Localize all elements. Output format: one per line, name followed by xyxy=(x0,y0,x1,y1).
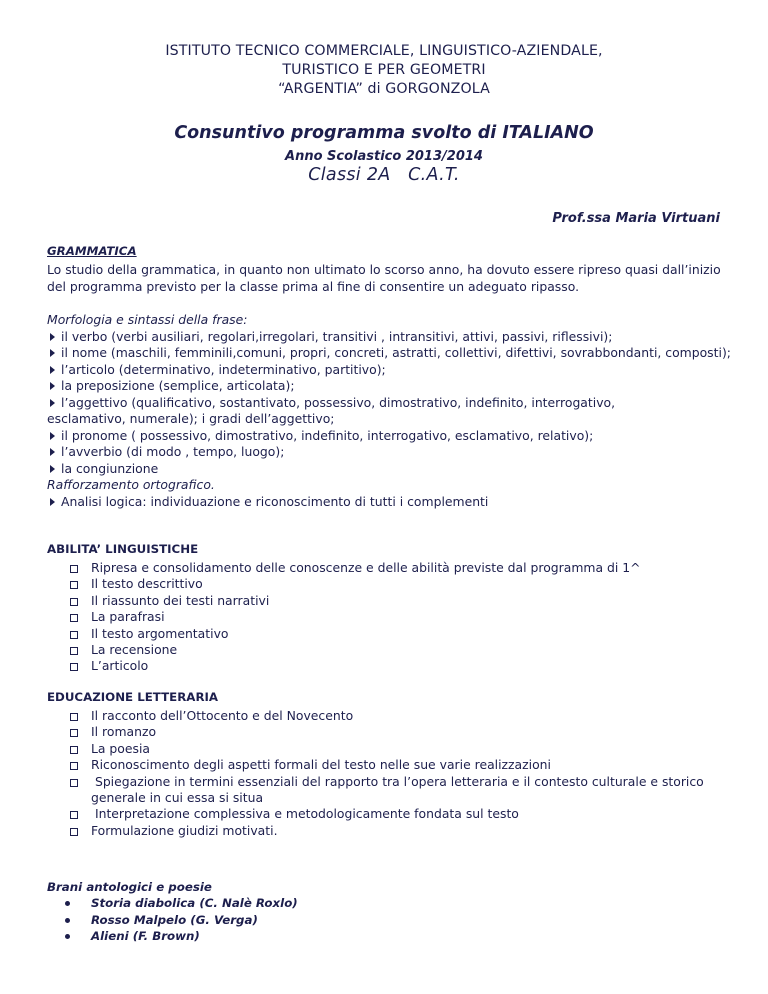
brani-heading: Brani antologici e poesie xyxy=(47,880,212,894)
educazione-heading: EDUCAZIONE LETTERARIA xyxy=(47,690,219,704)
list-item: La recensione xyxy=(47,642,727,658)
dot-bullet-icon xyxy=(65,901,70,906)
list-item: il nome (maschili, femminili,comuni, propri, concreti, astratti, collettivi, difettivi, sovrabbondanti, composti); xyxy=(47,345,727,362)
morfologia-label: Morfologia e sintassi della frase: xyxy=(47,312,248,327)
abilita-list xyxy=(47,560,727,675)
school-line: ISTITUTO TECNICO COMMERCIALE, LINGUISTICO-AZIENDALE, xyxy=(165,43,603,59)
square-bullet-icon xyxy=(70,565,78,573)
list-item: l’avverbio (di modo , tempo, luogo); xyxy=(47,444,727,461)
square-bullet-icon xyxy=(70,647,78,655)
list-item: Il riassunto dei testi narrativi xyxy=(47,593,727,609)
list-item: l’articolo (determinativo, indeterminativo, partitivo); xyxy=(47,362,727,379)
square-bullet-icon xyxy=(70,811,78,819)
list-item: Il racconto dell’Ottocento e del Novecento xyxy=(47,708,727,724)
educazione-section xyxy=(47,690,727,839)
list-item: Rosso Malpelo (G. Verga) xyxy=(47,912,727,929)
rafforzamento-text: Rafforzamento ortografico. xyxy=(47,477,215,492)
square-bullet-icon xyxy=(70,713,78,721)
list-item: Spiegazione in termini essenziali del rapporto tra l’opera letteraria e il contesto culturale e storico generale in cui essa si situa xyxy=(47,774,727,807)
brani-section xyxy=(47,880,727,945)
list-item: la preposizione (semplice, articolata); xyxy=(47,378,727,395)
abilita-heading: ABILITA’ LINGUISTICHE xyxy=(47,542,199,556)
dot-bullet-icon xyxy=(65,934,70,939)
list-item: La parafrasi xyxy=(47,609,727,625)
list-item: Analisi logica: individuazione e riconoscimento di tutti i complementi xyxy=(47,494,727,511)
triangle-bullet-icon xyxy=(50,366,55,374)
grammatica-heading: GRAMMATICA xyxy=(47,244,137,258)
square-bullet-icon xyxy=(70,631,78,639)
document-title: Consuntivo programma svolto di ITALIANO xyxy=(174,123,594,143)
triangle-bullet-icon xyxy=(50,333,55,341)
square-bullet-icon xyxy=(70,779,78,787)
square-bullet-icon xyxy=(70,598,78,606)
square-bullet-icon xyxy=(70,614,78,622)
square-bullet-icon xyxy=(70,762,78,770)
list-item: Formulazione giudizi motivati. xyxy=(47,823,727,839)
list-item: il pronome ( possessivo, dimostrativo, indefinito, interrogativo, esclamativo, relativo); xyxy=(47,428,727,445)
list-item: Il testo argomentativo xyxy=(47,626,727,642)
triangle-bullet-icon xyxy=(50,465,55,473)
square-bullet-icon xyxy=(70,663,78,671)
school-year: Anno Scolastico 2013/2014 xyxy=(285,149,483,164)
list-item: La poesia xyxy=(47,741,727,757)
list-item: Interpretazione complessiva e metodologicamente fondata sul testo xyxy=(47,806,727,822)
list-item: il verbo (verbi ausiliari, regolari,irregolari, transitivi , intransitivi, attivi, passivi, riflessivi); xyxy=(47,329,727,346)
list-item: Riconoscimento degli aspetti formali del testo nelle sue varie realizzazioni xyxy=(47,757,727,773)
grammatica-intro: Lo studio della grammatica, in quanto non ultimato lo scorso anno, ha dovuto essere ripreso quasi dall’inizio del programma previsto per la classe prima al fine di consentire un adeguato ripasso. xyxy=(47,262,721,294)
square-bullet-icon xyxy=(70,746,78,754)
list-item: la congiunzione xyxy=(47,461,727,478)
list-item: Alieni (F. Brown) xyxy=(47,928,727,945)
educazione-list xyxy=(47,708,727,839)
square-bullet-icon xyxy=(70,729,78,737)
triangle-bullet-icon xyxy=(50,399,55,407)
teacher-name: Prof.ssa Maria Virtuani xyxy=(552,211,720,226)
dot-bullet-icon xyxy=(65,918,70,923)
grammatica-section xyxy=(47,244,731,510)
list-item: Storia diabolica (C. Nalè Roxlo) xyxy=(47,895,727,912)
triangle-bullet-icon xyxy=(50,349,55,357)
brani-list xyxy=(47,895,727,945)
school-name xyxy=(0,42,768,99)
square-bullet-icon xyxy=(70,828,78,836)
class-name: Classi 2A C.A.T. xyxy=(308,165,460,185)
school-line: “ARGENTIA” di GORGONZOLA xyxy=(278,81,490,97)
triangle-bullet-icon xyxy=(50,432,55,440)
triangle-bullet-icon xyxy=(50,382,55,390)
list-item: Il romanzo xyxy=(47,724,727,740)
list-item: l’aggettivo (qualificativo, sostantivato, possessivo, dimostrativo, indefinito, interrogativo, esclamativo, numerale); i gradi dell’aggettivo; xyxy=(47,394,616,426)
list-item: Ripresa e consolidamento delle conoscenze e delle abilità previste dal programma di 1^ xyxy=(47,560,727,576)
list-item: L’articolo xyxy=(47,658,727,674)
triangle-bullet-icon xyxy=(50,498,55,506)
triangle-bullet-icon xyxy=(50,448,55,456)
square-bullet-icon xyxy=(70,581,78,589)
abilita-section xyxy=(47,542,727,675)
school-line: TURISTICO E PER GEOMETRI xyxy=(282,62,486,78)
list-item: Il testo descrittivo xyxy=(47,576,727,592)
